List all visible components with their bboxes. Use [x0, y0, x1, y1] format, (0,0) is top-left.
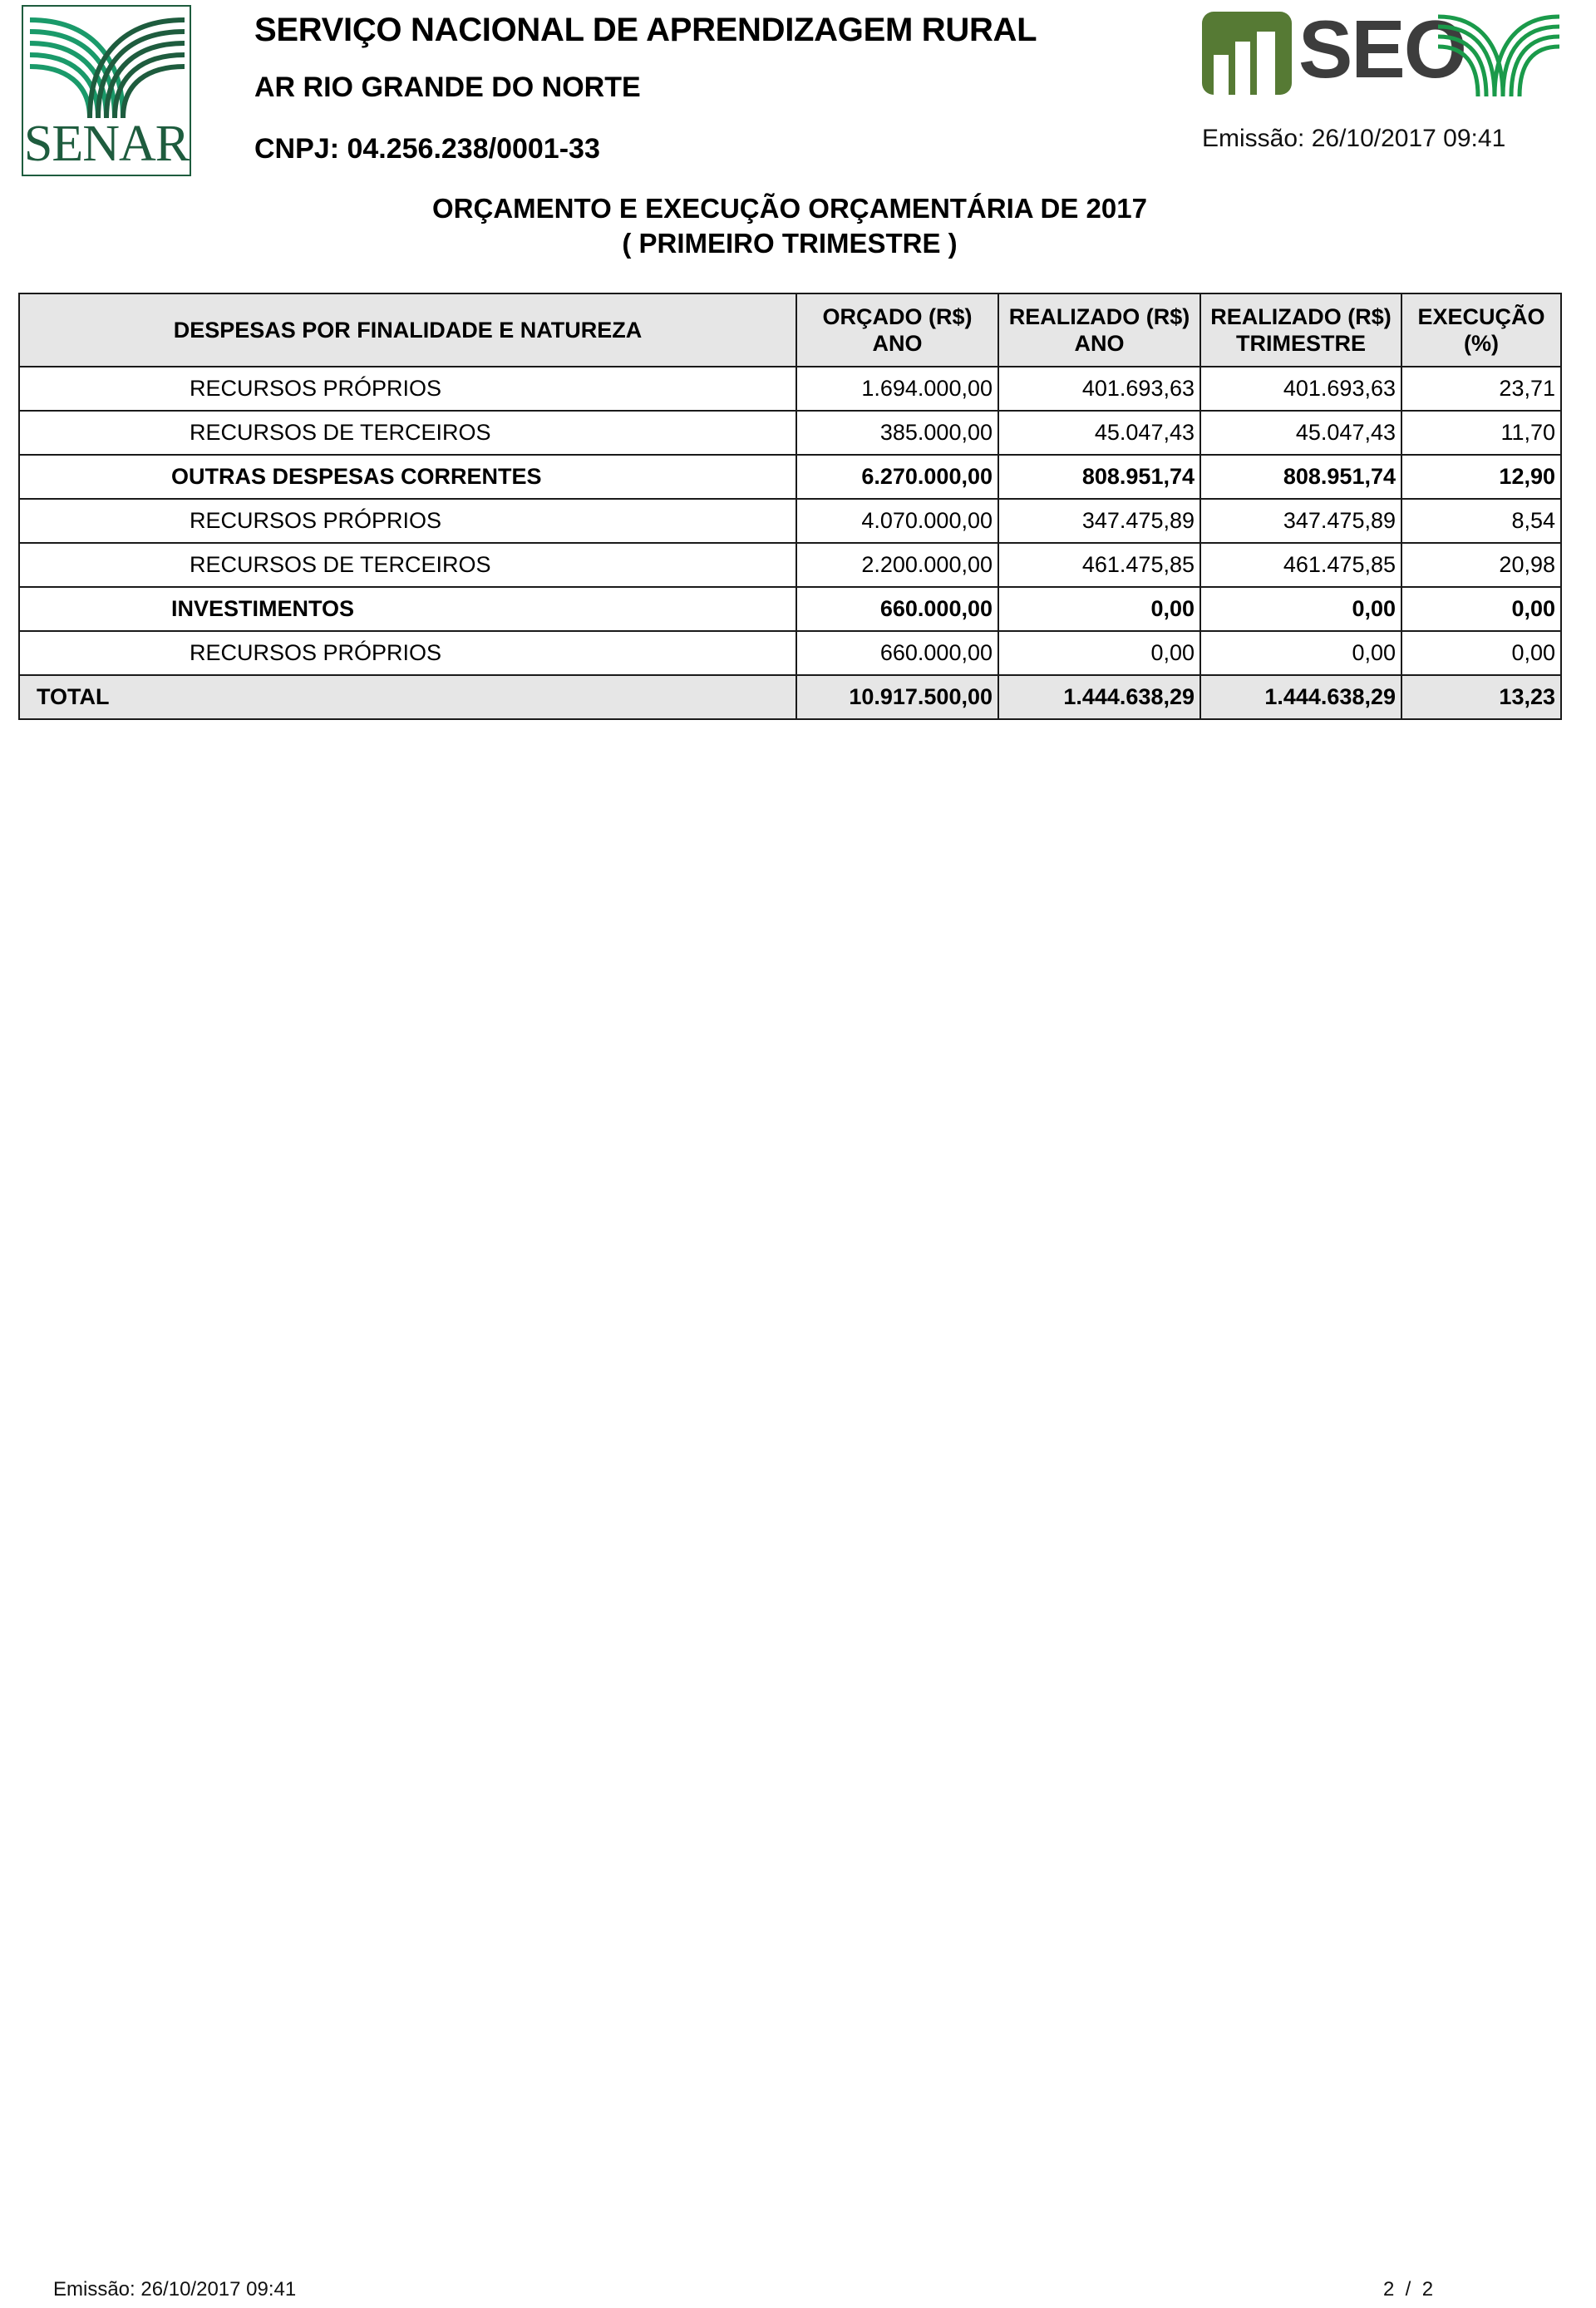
- table-row: [19, 455, 1561, 499]
- report-title: [0, 191, 1579, 261]
- senar-arches-icon: [23, 7, 190, 131]
- cell-realizado-trimestre: 461.475,85: [1200, 543, 1401, 587]
- seo-logo: [1202, 3, 1559, 96]
- cell-orcado: 6.270.000,00: [796, 455, 998, 499]
- row-label: INVESTIMENTOS: [19, 587, 796, 631]
- row-label: RECURSOS PRÓPRIOS: [19, 367, 796, 411]
- cell-realizado-trimestre: 1.444.638,29: [1200, 675, 1401, 719]
- column-header: EXECUÇÃO (%): [1401, 293, 1561, 367]
- cell-realizado-trimestre: 45.047,43: [1200, 411, 1401, 455]
- seo-wordmark: SEO: [1298, 3, 1465, 95]
- row-label: RECURSOS PRÓPRIOS: [19, 631, 796, 675]
- budget-table: [18, 293, 1562, 720]
- table-row: [19, 631, 1561, 675]
- cell-orcado: 2.200.000,00: [796, 543, 998, 587]
- table-row: [19, 367, 1561, 411]
- cell-orcado: 660.000,00: [796, 587, 998, 631]
- seo-arches-icon: [1436, 10, 1561, 96]
- cell-execucao: 12,90: [1401, 455, 1561, 499]
- cell-realizado-ano: 1.444.638,29: [998, 675, 1200, 719]
- table-row: [19, 499, 1561, 543]
- org-cnpj: CNPJ: 04.256.238/0001-33: [254, 133, 600, 165]
- cell-orcado: 385.000,00: [796, 411, 998, 455]
- cell-orcado: 4.070.000,00: [796, 499, 998, 543]
- bar-chart-icon: [1202, 10, 1293, 96]
- row-label: RECURSOS PRÓPRIOS: [19, 499, 796, 543]
- cell-realizado-ano: 347.475,89: [998, 499, 1200, 543]
- table-row: [19, 543, 1561, 587]
- row-label: RECURSOS DE TERCEIROS: [19, 411, 796, 455]
- column-header: REALIZADO (R$) TRIMESTRE: [1200, 293, 1401, 367]
- cell-orcado: 10.917.500,00: [796, 675, 998, 719]
- cell-orcado: 1.694.000,00: [796, 367, 998, 411]
- cell-realizado-trimestre: 347.475,89: [1200, 499, 1401, 543]
- report-title-line2: ( PRIMEIRO TRIMESTRE ): [622, 228, 958, 259]
- cell-realizado-ano: 0,00: [998, 631, 1200, 675]
- column-header: DESPESAS POR FINALIDADE E NATUREZA: [19, 293, 796, 367]
- org-title: SERVIÇO NACIONAL DE APRENDIZAGEM RURAL: [254, 12, 1037, 48]
- cell-orcado: 660.000,00: [796, 631, 998, 675]
- report-title-line1: ORÇAMENTO E EXECUÇÃO ORÇAMENTÁRIA DE 2017: [432, 193, 1147, 224]
- cell-execucao: 20,98: [1401, 543, 1561, 587]
- cell-execucao: 13,23: [1401, 675, 1561, 719]
- senar-wordmark: SENAR: [23, 116, 190, 172]
- emission-date: Emissão: 26/10/2017 09:41: [1202, 125, 1506, 152]
- cell-realizado-ano: 808.951,74: [998, 455, 1200, 499]
- cell-execucao: 0,00: [1401, 631, 1561, 675]
- cell-execucao: 8,54: [1401, 499, 1561, 543]
- row-label: OUTRAS DESPESAS CORRENTES: [19, 455, 796, 499]
- table-row: [19, 587, 1561, 631]
- cell-realizado-ano: 45.047,43: [998, 411, 1200, 455]
- cell-realizado-trimestre: 808.951,74: [1200, 455, 1401, 499]
- cell-realizado-trimestre: 0,00: [1200, 587, 1401, 631]
- org-subtitle: AR RIO GRANDE DO NORTE: [254, 72, 641, 103]
- cell-execucao: 23,71: [1401, 367, 1561, 411]
- row-label: RECURSOS DE TERCEIROS: [19, 543, 796, 587]
- senar-logo: [22, 5, 191, 176]
- total-row: [19, 675, 1561, 719]
- cell-realizado-trimestre: 0,00: [1200, 631, 1401, 675]
- footer-emission-date: Emissão: 26/10/2017 09:41: [53, 2278, 297, 2301]
- cell-execucao: 11,70: [1401, 411, 1561, 455]
- cell-realizado-ano: 0,00: [998, 587, 1200, 631]
- column-header: ORÇADO (R$) ANO: [796, 293, 998, 367]
- table-row: [19, 411, 1561, 455]
- page-number: 2 / 2: [1383, 2278, 1434, 2301]
- cell-realizado-ano: 401.693,63: [998, 367, 1200, 411]
- cell-execucao: 0,00: [1401, 587, 1561, 631]
- row-label: TOTAL: [19, 675, 796, 719]
- column-header: REALIZADO (R$) ANO: [998, 293, 1200, 367]
- cell-realizado-trimestre: 401.693,63: [1200, 367, 1401, 411]
- table-header-row: [19, 293, 1561, 367]
- cell-realizado-ano: 461.475,85: [998, 543, 1200, 587]
